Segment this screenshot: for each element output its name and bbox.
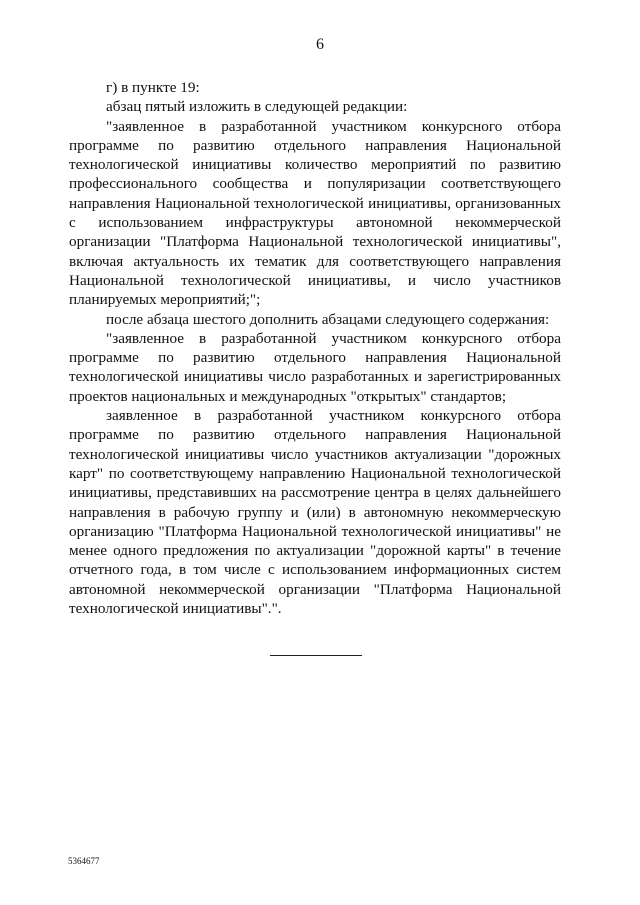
paragraph-roadmap-criterion: заявленное в разработанной участником конкурсного отбора программе по развитию отдельного направления Национальной технологической инициативы число участников актуализации "дорожных карт" по соответствующему направлению Национальной технологической инициативы, представивших на рассмотрение центра в целях дальнейшего направления в рабочую группу и (или) в автономную некоммерческую организацию "Платформа Национальной технологической инициативы" не менее одного предложения по актуализации "дорожной карты" в течение отчетного года, в том числе с использованием информационных систем автономной некоммерческой организации "Платформа Национальной технологической инициативы".". <box>69 407 561 618</box>
document-body <box>69 78 561 618</box>
paragraph-amendment-intro: абзац пятый изложить в следующей редакции: <box>106 98 408 116</box>
paragraph-paragraph-five-text: "заявленное в разработанной участником конкурсного отбора программе по развитию отдельного направления Национальной технологической инициативы количество мероприятий по развитию профессионального сообщества и популяризации соответствующего направления Национальной технологической инициативы, организованных с использованием инфраструктуры автономной некоммерческой организации "Платформа Национальной технологической инициативы", включая актуальность их тематик для соответствующего направления Национальной технологической инициативы, и число участников планируемых мероприятий;"; <box>69 117 561 309</box>
page-number: 6 <box>316 36 324 53</box>
paragraph-item-clause: г) в пункте 19: <box>106 79 200 96</box>
paragraph-addition-intro: после абзаца шестого дополнить абзацами следующего содержания: <box>106 310 550 328</box>
document-code: 5364677 <box>68 856 100 866</box>
paragraph-standards-criterion: "заявленное в разработанной участником конкурсного отбора программе по развитию отдельного направления Национальной технологической инициативы число разработанных и зарегистрированных проектов национальных и международных "открытых" стандартов; <box>69 329 561 405</box>
end-divider-line <box>270 655 362 656</box>
